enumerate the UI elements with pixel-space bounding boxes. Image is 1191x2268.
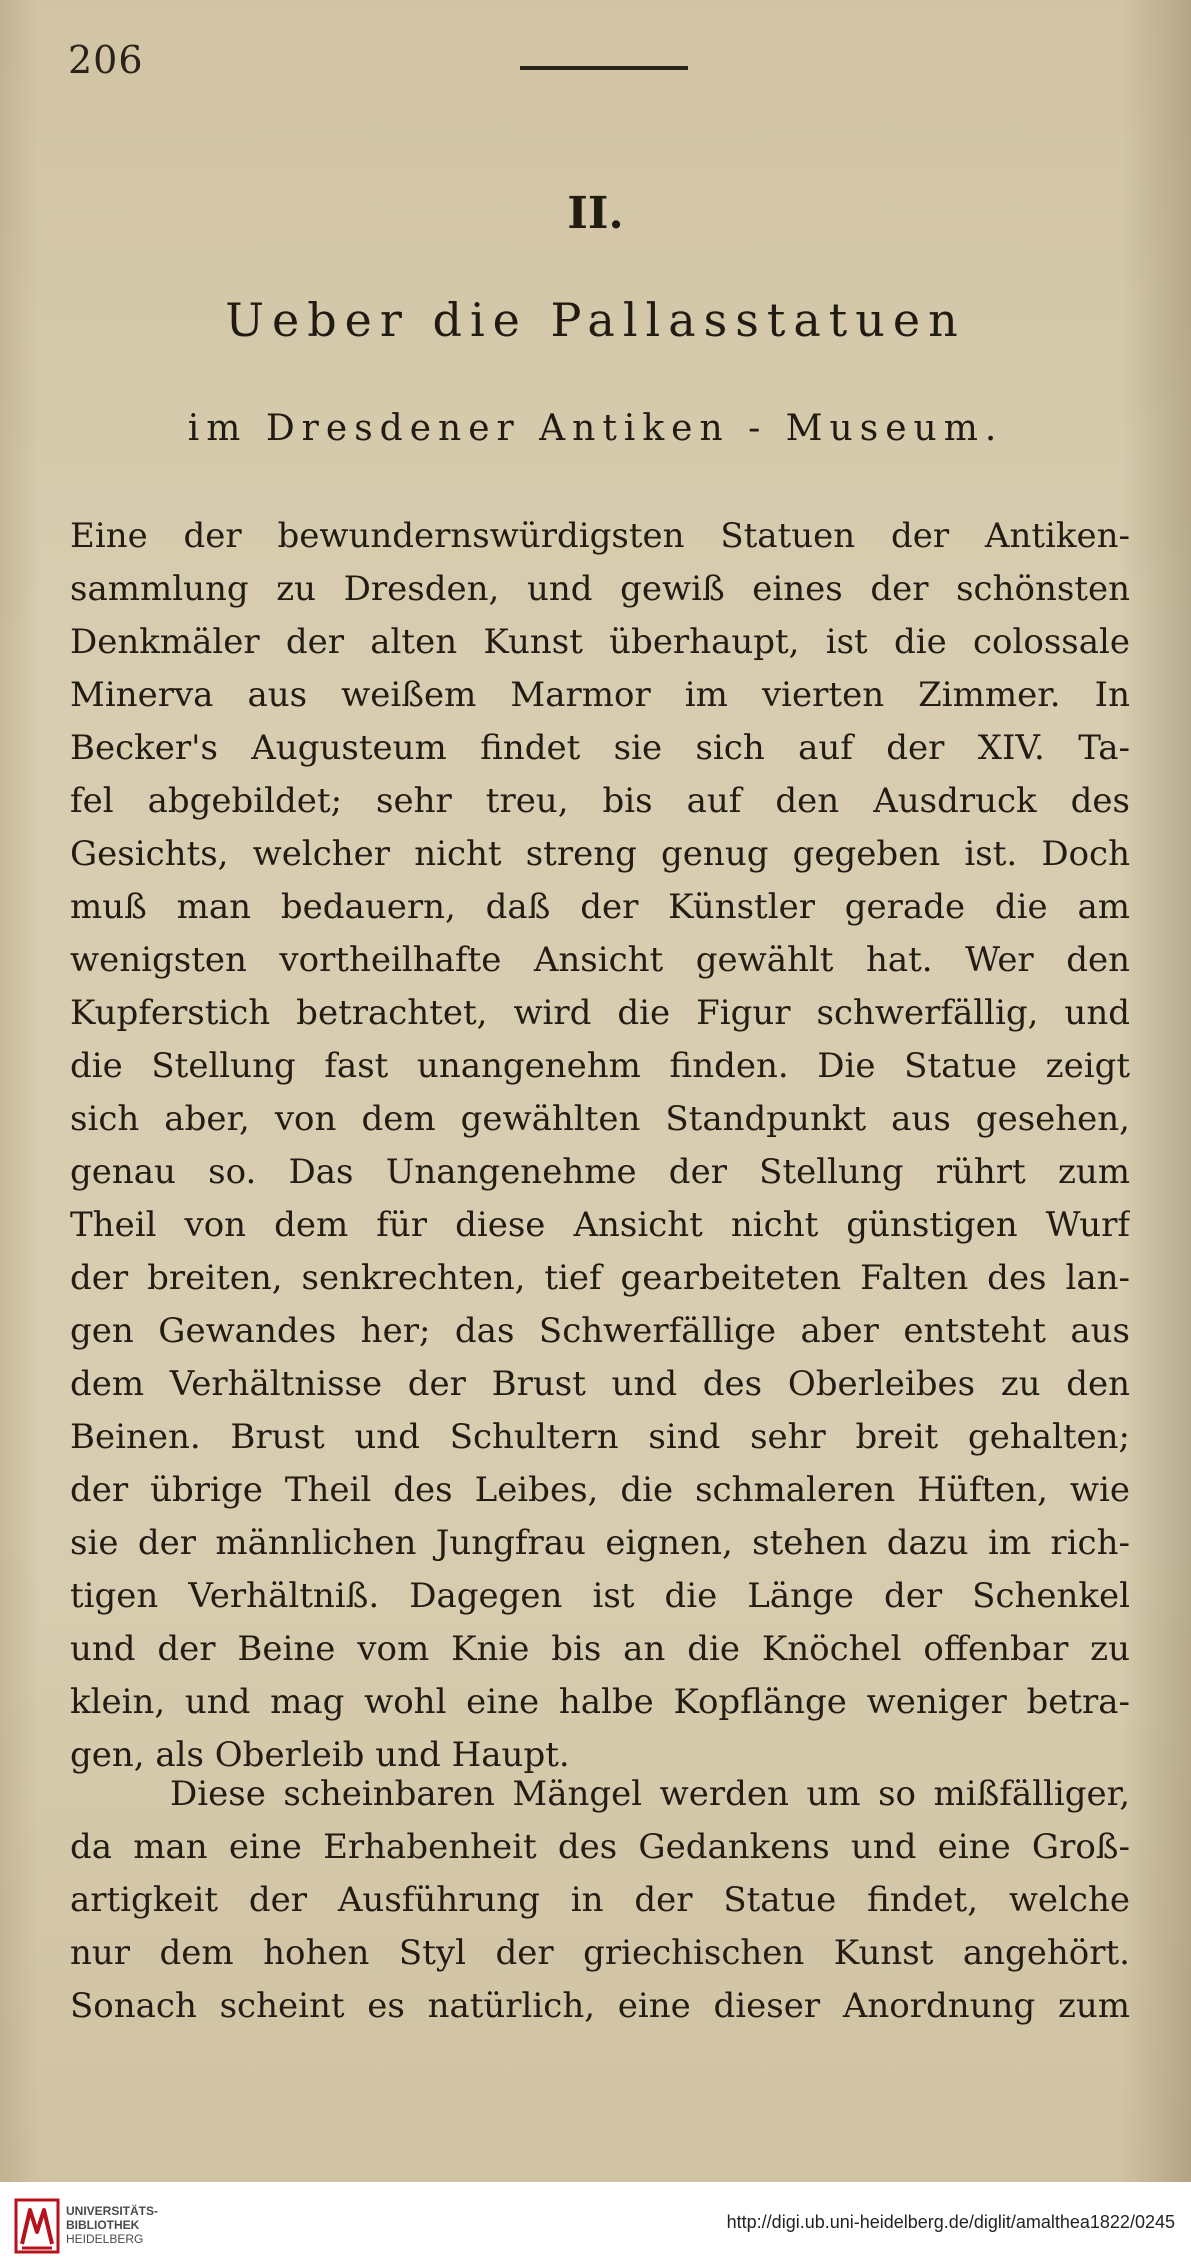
text-line: Diese scheinbaren Mängel werden um so mißfälliger, — [170, 1774, 1130, 1814]
text-line: muß man bedauern, daß der Künstler gerade die am — [70, 887, 1130, 927]
section-number: II. — [567, 188, 624, 239]
text-line: der übrige Theil des Leibes, die schmaleren Hüften, wie — [70, 1470, 1130, 1510]
article-subtitle: im Dresdener Antiken - Museum. — [187, 408, 1004, 449]
text-line: Sonach scheint es natürlich, eine dieser Anordnung zum — [70, 1986, 1130, 2026]
text-line: Minerva aus weißem Marmor im vierten Zimmer. In — [70, 675, 1130, 715]
heidelberg-library-logo-icon — [14, 2198, 60, 2254]
text-line: tigen Verhältniß. Dagegen ist die Länge der Schenkel — [70, 1576, 1130, 1616]
text-line: gen, als Oberleib und Haupt. — [70, 1735, 570, 1775]
text-line: Gesichts, welcher nicht streng genug gegeben ist. Doch — [70, 834, 1130, 874]
text-line: die Stellung fast unangenehm finden. Die Statue zeigt — [70, 1046, 1130, 1086]
text-line: der breiten, senkrechten, tief gearbeiteten Falten des lan- — [70, 1258, 1130, 1298]
text-line: Theil von dem für diese Ansicht nicht günstigen Wurf — [70, 1205, 1130, 1245]
text-line: dem Verhältnisse der Brust und des Oberleibes zu den — [70, 1364, 1130, 1404]
library-name-line-2: BIBLIOTHEK — [66, 2218, 140, 2232]
text-line: nur dem hohen Styl der griechischen Kunst angehört. — [70, 1933, 1130, 1973]
paragraph-1 — [70, 510, 1130, 1782]
text-line: sich aber, von dem gewählten Standpunkt aus gesehen, — [70, 1099, 1130, 1139]
library-name-line-1: UNIVERSITÄTS- — [66, 2204, 159, 2218]
article-title: Ueber die Pallasstatuen — [225, 293, 966, 347]
paragraph-2 — [70, 1768, 1130, 2033]
text-line: Beinen. Brust und Schultern sind sehr breit gehalten; — [70, 1417, 1130, 1457]
text-line: Kupferstich betrachtet, wird die Figur schwerfällig, und — [70, 993, 1130, 1033]
library-name — [66, 2204, 158, 2246]
header-rule — [520, 66, 688, 70]
page-number: 206 — [68, 38, 144, 82]
text-line: sie der männlichen Jungfrau eignen, stehen dazu im rich- — [70, 1523, 1130, 1563]
text-line: Eine der bewundernswürdigsten Statuen der Antiken- — [70, 516, 1130, 556]
text-line: gen Gewandes her; das Schwerfällige aber entsteht aus — [70, 1311, 1130, 1351]
text-line: Becker's Augusteum findet sie sich auf der XIV. Ta- — [70, 728, 1130, 768]
text-line: und der Beine vom Knie bis an die Knöchel offenbar zu — [70, 1629, 1130, 1669]
viewer-footer — [0, 2182, 1191, 2268]
text-line: fel abgebildet; sehr treu, bis auf den Ausdruck des — [70, 781, 1130, 821]
text-line: Denkmäler der alten Kunst überhaupt, ist die colossale — [70, 622, 1130, 662]
library-name-line-3: HEIDELBERG — [66, 2232, 144, 2246]
text-line: klein, und mag wohl eine halbe Kopflänge weniger betra- — [70, 1682, 1130, 1722]
source-url-link[interactable]: http://digi.ub.uni-heidelberg.de/diglit/amalthea1822/0245 — [726, 2212, 1175, 2232]
text-line: sammlung zu Dresden, und gewiß eines der schönsten — [70, 569, 1130, 609]
text-line: wenigsten vortheilhafte Ansicht gewählt hat. Wer den — [70, 940, 1130, 980]
text-line: da man eine Erhabenheit des Gedankens und eine Groß- — [70, 1827, 1130, 1867]
text-line: artigkeit der Ausführung in der Statue findet, welche — [70, 1880, 1130, 1920]
text-line: genau so. Das Unangenehme der Stellung rührt zum — [70, 1152, 1130, 1192]
